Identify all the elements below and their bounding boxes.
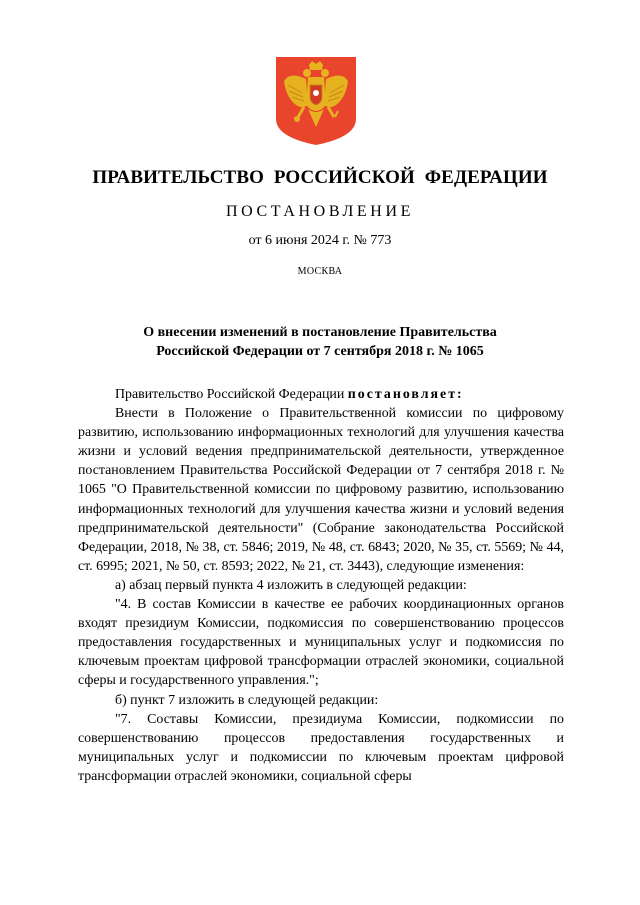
body-paragraph-clause-7: "7. Составы Комиссии, президиума Комиссии, подкомиссии по совершенствованию процессов предоставления государственных и муниципальных услуг и подкомиссии по ключевым проектам цифровой трансформации отраслей экономики, социальной сферы	[78, 711, 564, 784]
body-paragraph-clause-4: "4. В состав Комиссии в качестве ее рабочих координационных органов входят президиум Комиссии, подкомиссия по совершенствованию процессов предоставления государственных и муниципальных услуг и подкомиссия по ключевым проектам цифровой трансформации отраслей экономики, социальной сферы и государственного управления.";	[78, 597, 564, 689]
subject-line-1: О внесении изменений в постановление Правительства	[143, 325, 497, 340]
document-subject	[0, 323, 640, 361]
body-paragraph-preamble	[78, 385, 564, 404]
preamble-text: Правительство Российской Федерации	[115, 387, 348, 402]
subject-line-2: Российской Федерации от 7 сентября 2018 г. № 1065	[156, 344, 484, 359]
body-paragraph-item-b: б) пункт 7 изложить в следующей редакции:	[115, 692, 379, 708]
decree-verb: постановляет:	[347, 387, 464, 402]
document-type: ПОСТАНОВЛЕНИЕ	[226, 203, 414, 220]
coat-of-arms-emblem	[276, 57, 356, 145]
body-paragraph-item-a: а) абзац первый пункта 4 изложить в следующей редакции:	[115, 577, 467, 593]
government-title: ПРАВИТЕЛЬСТВО РОССИЙСКОЙ ФЕДЕРАЦИИ	[92, 167, 548, 188]
body-paragraph-main: Внести в Положение о Правительственной комиссии по цифровому развитию, использованию информационных технологий для улучшения качества жизни и условий ведения предпринимательской деятельности, утвержденное постановлением Правительства Российской Федерации от 7 сентября 2018 г. № 1065 "О Правительственной комиссии по цифровому развитию, использованию информационных технологий для улучшения качества жизни и условий ведения предпринимательской деятельности" (Собрание законодательства Российской Федерации, 2018, № 38, ст. 5846; 2019, № 48, ст. 6843; 2020, № 35, ст. 5569; № 44, ст. 6995; 2021, № 50, ст. 8593; 2022, № 21, ст. 3443), следующие изменения:	[78, 406, 564, 574]
document-date-number: от 6 июня 2024 г. № 773	[248, 233, 392, 248]
document-city: МОСКВА	[297, 266, 343, 277]
document-body	[78, 385, 564, 786]
